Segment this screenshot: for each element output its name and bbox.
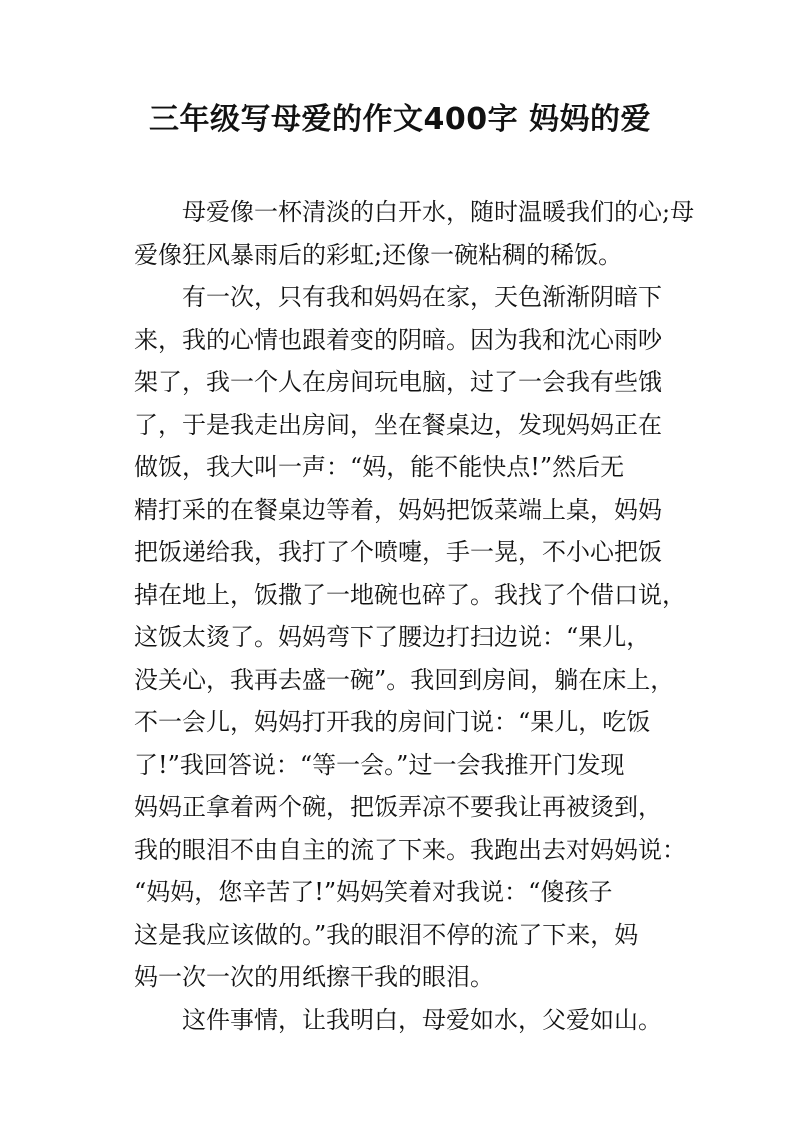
text-line: 来，我的心情也跟着变的阴暗。因为我和沈心雨吵 bbox=[134, 325, 662, 354]
text-line: 爱像狂风暴雨后的彩虹;还像一碗粘稠的稀饭。 bbox=[134, 240, 623, 269]
text-line: 这件事情，让我明白，母爱如水，父爱如山。 bbox=[182, 1005, 662, 1034]
text-line: 了!”我回答说：“等一会。”过一会我推开门发现 bbox=[134, 750, 625, 779]
text-line: 妈妈正拿着两个碗，把饭弄凉不要我让再被烫到， bbox=[134, 793, 662, 821]
text-line: 精打采的在餐桌边等着，妈妈把饭菜端上桌，妈妈 bbox=[134, 495, 662, 524]
text-line: 这是我应该做的。”我的眼泪不停的流了下来，妈 bbox=[134, 920, 639, 949]
text-line: “妈妈，您辛苦了!”妈妈笑着对我说：“傻孩子 bbox=[134, 878, 613, 906]
text-line: 有一次，只有我和妈妈在家，天色渐渐阴暗下 bbox=[182, 283, 662, 311]
text-line: 了，于是我走出房间，坐在餐桌边，发现妈妈正在 bbox=[134, 410, 662, 439]
essay-body bbox=[134, 191, 694, 1041]
text-line: 架了，我一个人在房间玩电脑，过了一会我有些饿 bbox=[134, 368, 662, 396]
text-line: 不一会儿，妈妈打开我的房间门说：“果儿，吃饭 bbox=[134, 708, 651, 736]
text-line: 我的眼泪不由自主的流了下来。我跑出去对妈妈说： bbox=[134, 835, 686, 864]
text-line: 把饭递给我，我打了个喷嚏，手一晃，不小心把饭 bbox=[134, 538, 662, 566]
text-line: 妈一次一次的用纸擦干我的眼泪。 bbox=[134, 963, 494, 991]
document-title: 三年级写母爱的作文400字 妈妈的爱 bbox=[148, 102, 652, 137]
text-line: 这饭太烫了。妈妈弯下了腰边打扫边说：“果儿， bbox=[134, 623, 651, 651]
text-line: 做饭，我大叫一声：“妈，能不能快点!”然后无 bbox=[134, 453, 625, 481]
text-line: 没关心，我再去盛一碗”。我回到房间，躺在床上， bbox=[134, 665, 675, 694]
text-line: 母爱像一杯清淡的白开水，随时温暖我们的心;母 bbox=[182, 198, 695, 226]
text-line: 掉在地上，饭撒了一地碗也碎了。我找了个借口说， bbox=[134, 580, 686, 609]
